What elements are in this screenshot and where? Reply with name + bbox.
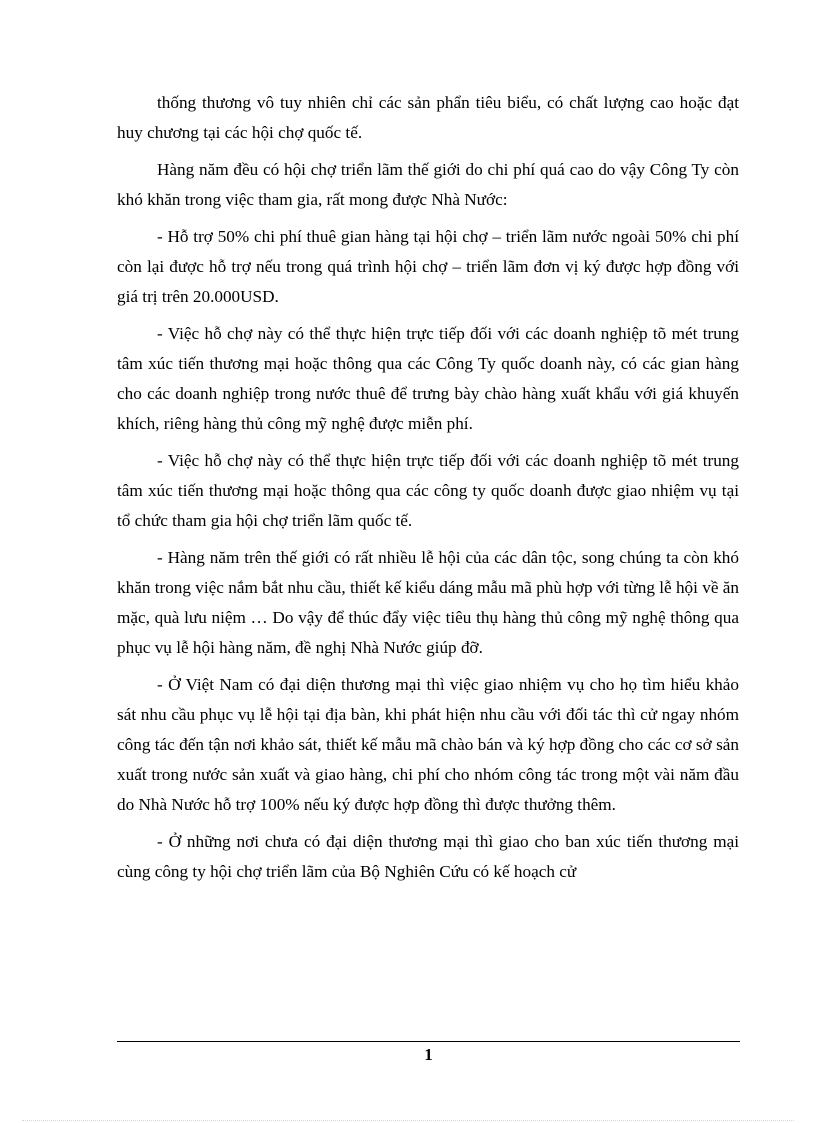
paragraph-festivals: - Hàng năm trên thế giới có rất nhiều lễ hội của các dân tộc, song chúng ta còn khó khăn trong việc nắm bắt nhu cầu, thiết kế kiểu dáng mẫu mã phù hợp với từng lễ hội về ăn mặc, quà lưu niệm … Do vậy để thúc đẩy việc tiêu thụ hàng thủ công mỹ nghệ thông qua phục vụ lễ hội hàng năm, đề nghị Nhà Nước giúp đỡ.	[117, 548, 739, 657]
page-number: 1	[424, 1045, 433, 1064]
paragraph-annual-fair: Hàng năm đều có hội chợ triển lãm thế giới do chi phí quá cao do vậy Công Ty còn khó khăn trong việc tham gia, rất mong được Nhà Nước:	[117, 160, 739, 209]
page-edge-dotted-line	[22, 1120, 794, 1121]
paragraph-support-direct-1: - Việc hỗ chợ này có thể thực hiện trực tiếp đối với các doanh nghiệp tõ mét trung tâm xúc tiến thương mại hoặc thông qua các Công Ty quốc doanh này, có các gian hàng cho các doanh nghiệp trong nước thuê để trưng bày chào hàng xuất khẩu với giá khuyến khích, riêng hàng thủ công mỹ nghệ được miễn phí.	[117, 324, 739, 433]
paragraph-trade-representative: - Ở Việt Nam có đại diện thương mại thì việc giao nhiệm vụ cho họ tìm hiểu khảo sát nhu cầu phục vụ lễ hội tại địa bàn, khi phát hiện nhu cầu với đối tác thì cử ngay nhóm công tác đến tận nơi khảo sát, thiết kế mẫu mã chào bán và ký hợp đồng cho các cơ sở sản xuất trong nước sản xuất và giao hàng, chi phí cho nhóm công tác trong một vài năm đầu do Nhà Nước hỗ trợ 100% nếu ký được hợp đồng thì được thưởng thêm.	[117, 675, 739, 814]
paragraph-support-direct-2: - Việc hỗ chợ này có thể thực hiện trực tiếp đối với các doanh nghiệp tõ mét trung tâm xúc tiến thương mại hoặc thông qua các công ty quốc doanh được giao nhiệm vụ tại tổ chức tham gia hội chợ triển lãm quốc tế.	[117, 451, 739, 530]
paragraph-support-50-percent: - Hỗ trợ 50% chi phí thuê gian hàng tại hội chợ – triển lãm nước ngoài 50% chi phí còn lại được hỗ trợ nếu trong quá trình hội chợ – triển lãm đơn vị ký được hợp đồng với giá trị trên 20.000USD.	[117, 227, 739, 306]
paragraph-no-representative: - Ở những nơi chưa có đại diện thương mại thì giao cho ban xúc tiến thương mại cùng công ty hội chợ triển lãm của Bộ Nghiên Cứu có kế hoạch cử	[117, 832, 739, 881]
page-body	[117, 88, 739, 894]
footer-divider	[117, 1041, 740, 1042]
paragraph-continuation: thống thương vô tuy nhiên chỉ các sản phẩn tiêu biểu, có chất lượng cao hoặc đạt huy chương tại các hội chợ quốc tế.	[117, 93, 739, 142]
